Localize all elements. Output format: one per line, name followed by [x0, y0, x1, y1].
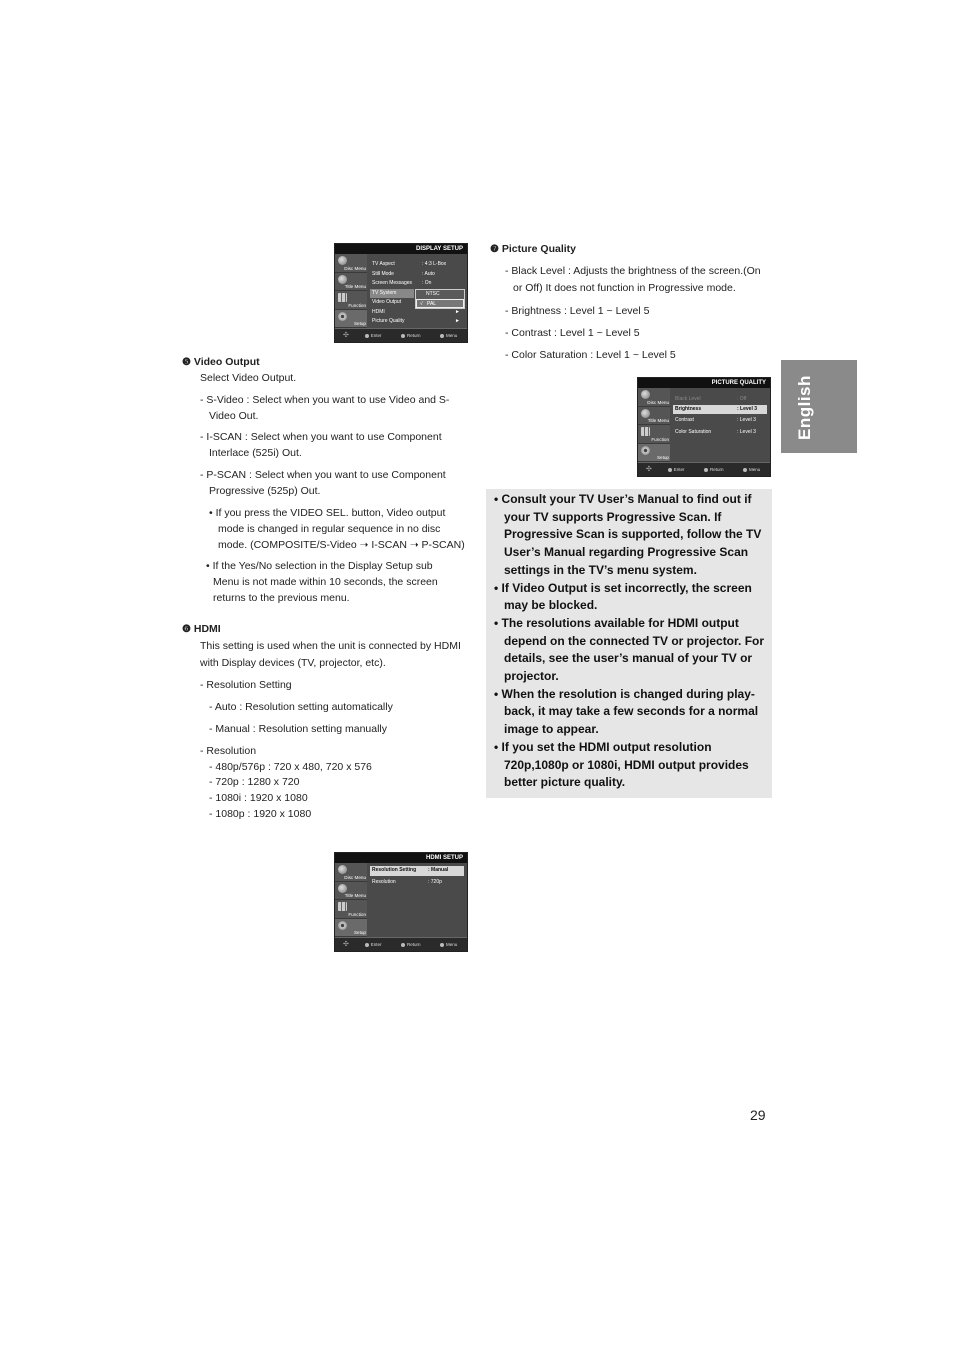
- hdmi-intro-2: with Display devices (TV, projector, etc).: [200, 657, 386, 669]
- arrow-right-icon: ►: [455, 308, 460, 315]
- title-icon: [641, 409, 650, 418]
- osd-side-disc-menu: Disc Menu: [335, 863, 367, 882]
- osd-row: Color Saturation : Level 3: [675, 429, 756, 435]
- black-level-line-1: - Black Level : Adjusts the brightness of the screen.(On: [505, 265, 761, 277]
- osd-title: DISPLAY SETUP: [335, 244, 467, 254]
- video-sel-note-1: • If you press the VIDEO SEL. button, Video output: [209, 507, 446, 519]
- yes-no-note-3: returns to the previous menu.: [213, 592, 350, 604]
- yes-no-note-2: Menu is not made within 10 seconds, the screen: [213, 576, 438, 588]
- pscan-line-2: Progressive (525p) Out.: [209, 485, 321, 497]
- osd-sidebar: [335, 863, 367, 937]
- dpad-icon: ✣: [343, 941, 349, 948]
- svideo-line-2: Video Out.: [209, 410, 259, 422]
- resolution-item: - 480p/576p : 720 x 480, 720 x 576: [209, 761, 372, 773]
- osd-side-setup: Setup: [335, 310, 367, 329]
- brightness-line: - Brightness : Level 1 ~ Level 5: [505, 305, 650, 317]
- note-item: • If you set the HDMI output resolution 720p,1080p or 1080i, HDMI output provides better picture quality.: [494, 739, 749, 790]
- color-saturation-line: - Color Saturation : Level 1 ~ Level 5: [505, 349, 676, 361]
- osd-row: Still Mode : Auto: [372, 270, 435, 277]
- arrow-right-icon: ►: [455, 318, 460, 324]
- hdmi-intro-1: This setting is used when the unit is connected by HDMI: [200, 640, 461, 652]
- svideo-line-1: - S-Video : Select when you want to use Video and S-: [200, 394, 450, 406]
- osd-row: Video Output: [372, 299, 402, 305]
- resolution-item: - 1080i : 1920 x 1080: [209, 792, 308, 804]
- osd-footer: ✣ Enter Return Menu: [335, 328, 467, 342]
- black-level-line-2: or Off) It does not function in Progressive mode.: [513, 282, 736, 294]
- picture-quality-screenshot: [637, 377, 771, 477]
- page-number: 29: [750, 1107, 766, 1123]
- osd-side-function: Function: [335, 900, 367, 919]
- gear-icon: [641, 446, 650, 455]
- osd-side-function: Function: [638, 425, 670, 444]
- osd-side-setup: Setup: [335, 919, 367, 938]
- osd-footer: ✣ Enter Return Menu: [335, 937, 467, 951]
- osd-side-disc-menu: Disc Menu: [335, 254, 367, 273]
- picture-quality-heading: ❼ Picture Quality: [490, 243, 576, 255]
- notes-box: [486, 489, 772, 798]
- osd-title: HDMI SETUP: [335, 853, 467, 863]
- disc-icon: [641, 390, 650, 399]
- function-icon: [338, 293, 347, 302]
- check-icon: √: [420, 301, 423, 307]
- osd-row: Contrast : Level 3: [675, 417, 756, 423]
- osd-row: Picture Quality ►: [370, 317, 464, 327]
- osd-side-title-menu: Title Menu: [638, 407, 670, 426]
- gear-icon: [338, 921, 347, 930]
- video-output-intro: Select Video Output.: [200, 372, 297, 384]
- disc-icon: [338, 256, 347, 265]
- note-item: • The resolutions available for HDMI output depend on the connected TV or projector. For details, see the user’s manual of your TV or projector.: [494, 615, 765, 684]
- osd-side-disc-menu: Disc Menu: [638, 388, 670, 407]
- osd-row-disabled: Black Level : Off: [675, 396, 747, 402]
- iscan-line-2: Interlace (525i) Out.: [209, 447, 302, 459]
- osd-side-function: Function: [335, 291, 367, 310]
- osd-side-setup: Setup: [638, 444, 670, 463]
- resolution-list-title: - Resolution: [200, 745, 257, 757]
- language-tab: English: [781, 360, 857, 453]
- video-output-heading: ❺ Video Output: [182, 356, 260, 368]
- resolution-manual: - Manual : Resolution setting manually: [209, 723, 388, 735]
- title-icon: [338, 275, 347, 284]
- note-item: • If Video Output is set incorrectly, the screen may be blocked.: [494, 580, 752, 613]
- hdmi-setup-screenshot: [334, 852, 468, 952]
- osd-row: Screen Messages : On: [372, 280, 432, 286]
- resolution-auto: - Auto : Resolution setting automatically: [209, 701, 393, 713]
- yes-no-note-1: • If the Yes/No selection in the Display Setup sub: [206, 560, 433, 572]
- osd-row: TV Aspect : 4:3 L-Box: [372, 261, 447, 267]
- resolution-item: - 1080p : 1920 x 1080: [209, 808, 312, 820]
- osd-row: HDMI ►: [370, 308, 464, 318]
- osd-footer: ✣ Enter Return Menu: [638, 462, 770, 476]
- hdmi-heading: ❻ HDMI: [182, 623, 221, 635]
- osd-row-highlighted: Resolution Setting : Manual: [370, 866, 464, 876]
- video-sel-note-3: mode. (COMPOSITE/S-Video ➝ I-SCAN ➝ P-SCAN): [218, 539, 465, 551]
- resolution-setting: - Resolution Setting: [200, 679, 292, 691]
- osd-side-title-menu: Title Menu: [335, 273, 367, 292]
- title-icon: [338, 884, 347, 893]
- osd-title: PICTURE QUALITY: [638, 378, 770, 388]
- gear-icon: [338, 312, 347, 321]
- function-icon: [641, 427, 650, 436]
- osd-side-title-menu: Title Menu: [335, 882, 367, 901]
- tv-system-popup: [415, 289, 465, 309]
- osd-row-highlighted: Brightness : Level 3: [673, 405, 767, 414]
- video-sel-note-2: mode is changed in regular sequence in no disc: [218, 523, 441, 535]
- pscan-line-1: - P-SCAN : Select when you want to use Component: [200, 469, 446, 481]
- display-setup-screenshot: [334, 243, 468, 343]
- resolution-item: - 720p : 1280 x 720: [209, 776, 300, 788]
- popup-option-pal: √ PAL: [416, 299, 464, 308]
- note-item: • Consult your TV User’s Manual to find out if your TV supports Progressive Scan. If Progressive Scan is supported, follow the TV User’s Manual regarding Progressive Scan settings in the TV’s menu system.: [494, 492, 762, 577]
- osd-sidebar: [335, 254, 367, 328]
- dpad-icon: ✣: [646, 466, 652, 473]
- iscan-line-1: - I-SCAN : Select when you want to use Component: [200, 431, 442, 443]
- disc-icon: [338, 865, 347, 874]
- popup-option-ntsc: NTSC: [426, 291, 440, 297]
- note-item: • When the resolution is changed during play-back, it may take a few seconds for a normal image to appear.: [494, 686, 759, 737]
- osd-row: TV System: [370, 289, 414, 299]
- dpad-icon: ✣: [343, 332, 349, 339]
- function-icon: [338, 902, 347, 911]
- contrast-line: - Contrast : Level 1 ~ Level 5: [505, 327, 640, 339]
- osd-row: Resolution : 720p: [372, 878, 442, 885]
- osd-sidebar: [638, 388, 670, 462]
